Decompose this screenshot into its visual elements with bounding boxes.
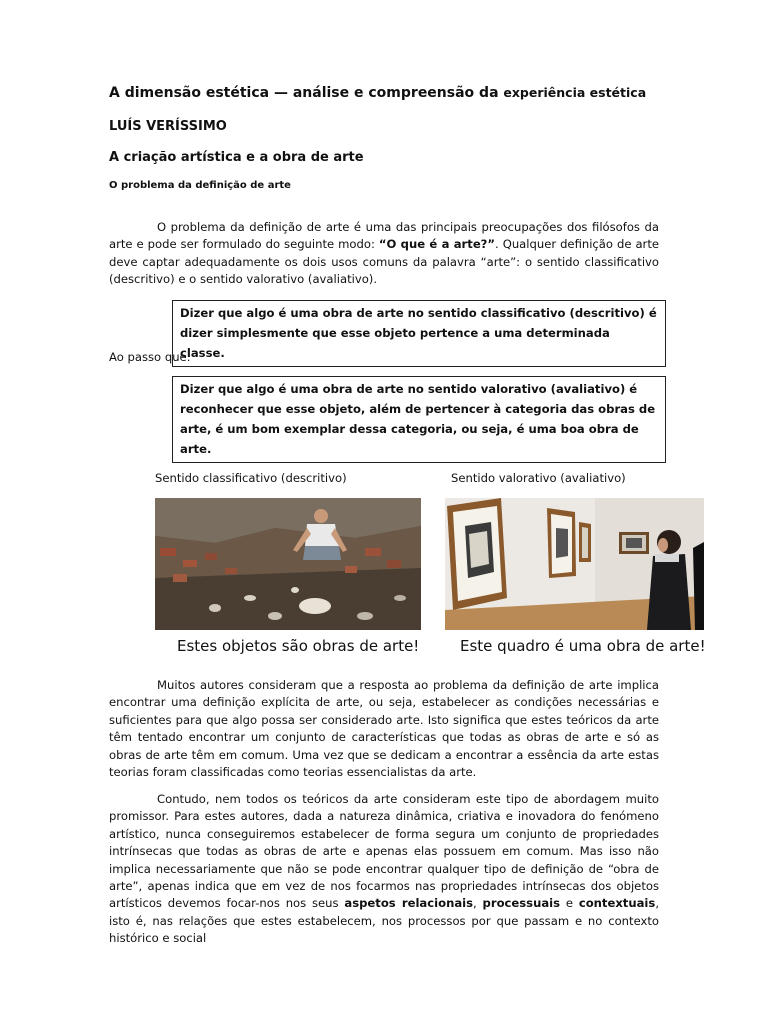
document-title: A dimensão estética — análise e compreensão da experiência estética bbox=[109, 85, 647, 101]
caption-evaluative: Este quadro é uma obra de arte! bbox=[460, 637, 706, 655]
transition-text: Ao passo que: bbox=[109, 350, 191, 364]
gallery-photo bbox=[445, 498, 704, 630]
paragraph-intro: O problema da definição de arte é uma das principais preocupações dos filósofos da arte e pode ser formulado do seguinte modo: “O que é a arte?”. Qualquer definição de arte deve captar adequadamente os dois usos comuns da palavra “arte”: o sentido classificativo (descritivo) e o sentido valorativo (avaliativo). bbox=[109, 220, 659, 287]
section-heading: O problema da definição de arte bbox=[109, 180, 291, 191]
figure-label-classificative: Sentido classificativo (descritivo) bbox=[155, 471, 347, 485]
chapter-subtitle: A criação artística e a obra de arte bbox=[109, 150, 364, 165]
definition-box-evaluative: Dizer que algo é uma obra de arte no sentido valorativo (avaliativo) é reconhecer que esse objeto, além de pertencer à categoria das obras de arte, é um bom exemplar dessa categoria, ou seja, é uma boa obra de arte. bbox=[172, 376, 666, 463]
author-name: LUÍS VERÍSSIMO bbox=[109, 119, 227, 134]
definition-box-classificative: Dizer que algo é uma obra de arte no sentido classificativo (descritivo) é dizer simplesmente que esse objeto pertence a uma determinada classe. bbox=[172, 300, 666, 367]
paragraph-essentialism: Muitos autores consideram que a resposta ao problema da definição de arte implica encontrar uma definição explícita de arte, ou seja, estabelecer as condições necessárias e suficientes para que algo possa ser considerado arte. Isto significa que estes teóricos da arte têm tentado encontrar um conjunto de características que todas as obras de arte e só as obras de arte têm em comum. Uma vez que se dedicam a encontrar a essência da arte estas teorias foram classificadas como teorias essencialistas da arte. bbox=[109, 678, 659, 780]
caption-classificative: Estes objetos são obras de arte! bbox=[177, 637, 420, 655]
figure-label-evaluative: Sentido valorativo (avaliativo) bbox=[451, 471, 626, 485]
excavation-photo bbox=[155, 498, 421, 630]
paragraph-antiessentialism: Contudo, nem todos os teóricos da arte consideram este tipo de abordagem muito promissor. Para estes autores, dada a natureza dinâmica, criativa e inovadora do fenómeno artístico, nunca conseguiremos estabelecer de forma segura um conjunto de propriedades intrínsecas que todas as obras de arte e apenas elas possuem em comum. Mas isso não implica necessariamente que não se pode encontrar qualquer tipo de definição de “obra de arte”, apenas indica que em vez de nos focarmos nas propriedades intrínsecas dos objetos artísticos devemos focar-nos nos seus aspetos relacionais, processuais e contextuais, isto é, nas relações que estes estabelecem, nos processos por que passam e no contexto histórico e social bbox=[109, 792, 659, 946]
